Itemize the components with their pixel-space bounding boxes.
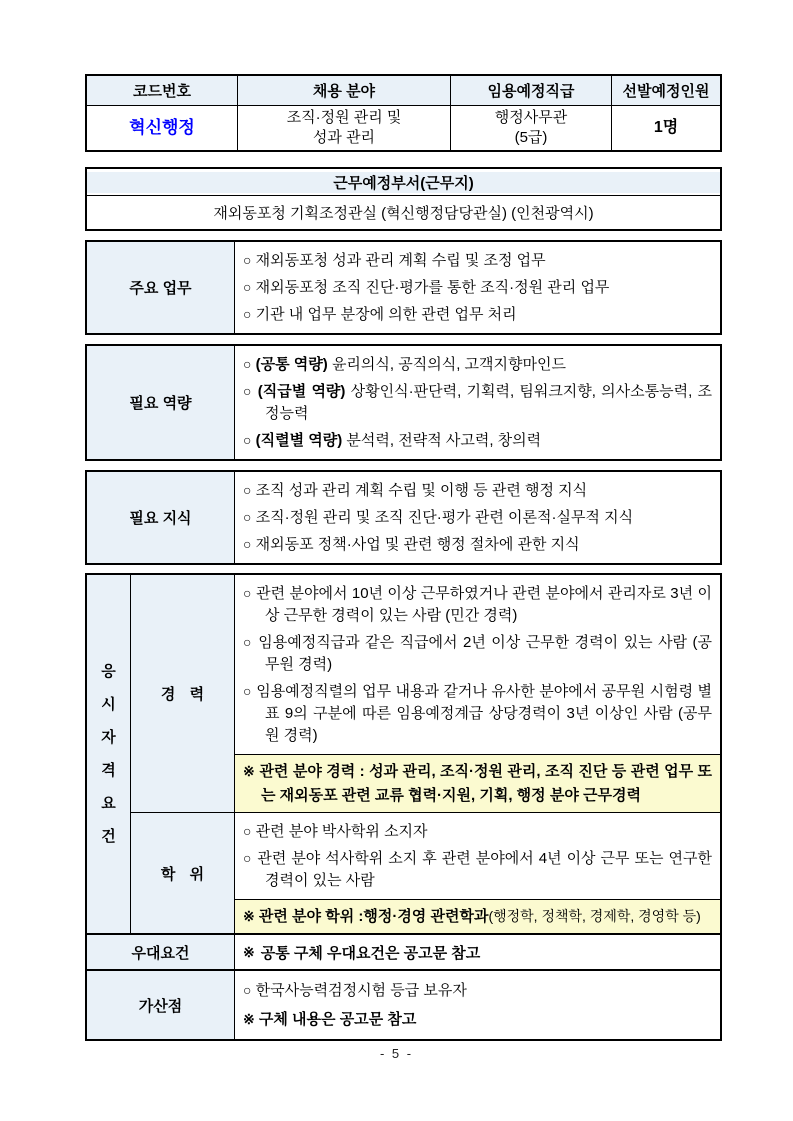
knowledge-item	[243, 477, 712, 504]
recruit-field-cell	[237, 106, 450, 150]
bullet-icon: ○	[243, 536, 252, 552]
eligibility-vertical-label	[87, 575, 131, 933]
code-number-cell	[87, 106, 237, 150]
bullet-icon: ○	[243, 585, 252, 601]
header-code-number: 코드번호	[87, 76, 237, 105]
duty-item-text: 기관 내 업무 분장에 의한 관련 업무 처리	[255, 306, 517, 323]
career-item	[243, 580, 712, 629]
competency-item	[243, 378, 712, 427]
career-item	[243, 678, 712, 749]
bonus-label: 가산점	[87, 971, 235, 1039]
recruit-field-line1: 조직·정원 관리 및	[286, 109, 402, 126]
bullet-icon: ○	[243, 252, 252, 268]
header-planned-count: 선발예정인원	[611, 76, 720, 105]
competency-item	[243, 351, 712, 378]
degree-item	[243, 845, 712, 894]
competency-category: (공통 역량)	[255, 356, 328, 373]
vertical-label-char: 요	[101, 795, 116, 812]
vertical-label-char: 자	[101, 729, 116, 746]
career-content	[235, 575, 720, 812]
preference-note-text: 공통 구체 우대요건은 공고문 참고	[260, 944, 481, 962]
degree-note-bold: 관련 분야 학위 :행정·경영 관련학과	[258, 908, 489, 925]
preference-row	[87, 933, 720, 969]
knowledge-item-text: 조직·정원 관리 및 조직 진단·평가 관련 이론적·실무적 지식	[255, 509, 634, 526]
header-recruit-field: 채용 분야	[237, 76, 450, 105]
required-knowledge-content	[235, 472, 720, 563]
required-knowledge-label: 필요 지식	[87, 472, 235, 563]
header-expected-grade: 임용예정직급	[450, 76, 611, 105]
department-header-row	[87, 169, 720, 195]
knowledge-item-text: 조직 성과 관리 계획 수립 및 이행 등 관련 행정 지식	[255, 482, 588, 499]
vertical-label-char: 건	[101, 828, 116, 845]
knowledge-item	[243, 531, 712, 558]
eligibility-main-section	[87, 575, 720, 933]
degree-item	[243, 818, 712, 845]
department-table	[85, 167, 722, 231]
duty-item	[243, 274, 712, 301]
bonus-row	[87, 969, 720, 1039]
bullet-icon: ○	[243, 982, 252, 998]
career-row	[131, 575, 720, 812]
required-competencies-label: 필요 역량	[87, 346, 235, 459]
reference-mark-icon: ※	[243, 943, 255, 960]
code-number-value: 혁신행정	[129, 118, 195, 137]
main-duties-table	[85, 240, 722, 335]
degree-content	[235, 813, 720, 933]
duty-item-text: 재외동포청 성과 관리 계획 수립 및 조정 업무	[255, 252, 546, 269]
competency-text: 상황인식·판단력, 기획력, 팀워크지향, 의사소통능력, 조정능력	[265, 383, 712, 422]
reference-mark-icon: ※	[243, 763, 255, 779]
vertical-label-char: 응	[101, 663, 116, 680]
document-content	[85, 74, 722, 1041]
reference-mark-icon: ※	[243, 908, 255, 924]
bonus-note-text: 구체 내용은 공고문 참고	[258, 1011, 417, 1028]
department-value-row	[87, 195, 720, 229]
career-label: 경 력	[131, 575, 235, 812]
bonus-content	[235, 971, 720, 1039]
bullet-icon: ○	[243, 279, 252, 295]
required-knowledge-table	[85, 470, 722, 565]
bullet-icon: ○	[243, 823, 252, 839]
bullet-icon: ○	[243, 383, 253, 399]
bullet-icon: ○	[243, 850, 253, 866]
degree-label: 학 위	[131, 813, 235, 933]
page-number: - 5 -	[379, 1046, 414, 1061]
reference-mark-icon: ※	[243, 1011, 255, 1027]
degree-item-text: 관련 분야 석사학위 소지 후 관련 분야에서 4년 이상 근무 또는 연구한 경력이 있는 사람	[257, 850, 713, 889]
bullet-icon: ○	[243, 509, 252, 525]
career-related-field-note	[235, 754, 720, 812]
main-duties-label: 주요 업무	[87, 242, 235, 333]
duty-item	[243, 301, 712, 328]
bonus-note	[243, 1005, 712, 1034]
bullet-icon: ○	[243, 634, 253, 650]
bonus-item-text: 한국사능력검정시험 등급 보유자	[255, 982, 467, 999]
career-item-text: 관련 분야에서 10년 이상 근무하였거나 관련 분야에서 관리자로 3년 이상 근무한 경력이 있는 사람 (민간 경력)	[256, 585, 712, 624]
bullet-icon: ○	[243, 306, 252, 322]
bullet-icon: ○	[243, 432, 252, 448]
competency-category: (직급별 역량)	[257, 383, 346, 400]
preference-content	[235, 935, 720, 969]
required-competencies-content	[235, 346, 720, 459]
degree-row	[131, 812, 720, 933]
competency-text: 윤리의식, 공직의식, 고객지향마인드	[331, 356, 566, 373]
degree-item-text: 관련 분야 박사학위 소지자	[255, 823, 428, 840]
main-duties-content	[235, 242, 720, 333]
competency-text: 분석력, 전략적 사고력, 창의력	[346, 432, 542, 449]
vertical-label-char: 시	[101, 696, 116, 713]
career-note-text: 관련 분야 경력 : 성과 관리, 조직·정원 관리, 조직 진단 등 관련 업무 또는 재외동포 관련 교류 협력·지원, 기획, 행정 분야 근무경력	[259, 763, 713, 804]
planned-count-cell	[611, 106, 720, 150]
duty-item	[243, 247, 712, 274]
vertical-label-char: 격	[101, 762, 116, 779]
department-title: 근무예정부서(근무지)	[87, 172, 720, 193]
bullet-icon: ○	[243, 683, 252, 699]
degree-note-detail: (행정학, 정책학, 경제학, 경영학 등)	[488, 908, 701, 924]
competency-category: (직렬별 역량)	[255, 432, 343, 449]
expected-grade-cell	[450, 106, 611, 150]
knowledge-item	[243, 504, 712, 531]
expected-grade-line2: (5급)	[514, 129, 548, 146]
recruit-summary-data-row	[87, 105, 720, 150]
career-item-text: 임용예정직급과 같은 직급에서 2년 이상 근무한 경력이 있는 사람 (공무원 경력)	[258, 634, 712, 673]
required-competencies-table	[85, 344, 722, 461]
bullet-icon: ○	[243, 356, 252, 372]
eligibility-table	[85, 573, 722, 1041]
bonus-item	[243, 976, 712, 1005]
career-item	[243, 629, 712, 678]
career-item-text: 임용예정직렬의 업무 내용과 같거나 유사한 분야에서 공무원 시험령 별표 9의 구분에 따른 임용예정계급 상당경력이 3년 이상인 사람 (공무원 경력)	[256, 683, 712, 744]
expected-grade-line1: 행정사무관	[494, 109, 568, 126]
recruit-summary-table	[85, 74, 722, 152]
recruit-field-line2: 성과 관리	[312, 129, 376, 146]
recruit-summary-header-row	[87, 76, 720, 105]
planned-count-value: 1명	[653, 119, 679, 136]
duty-item-text: 재외동포청 조직 진단·평가를 통한 조직·정원 관리 업무	[255, 279, 610, 296]
department-value: 재외동포청 기획조정관실 (혁신행정담당관실) (인천광역시)	[213, 205, 594, 222]
degree-related-field-note	[235, 899, 720, 933]
preference-label: 우대요건	[87, 935, 235, 969]
bullet-icon: ○	[243, 482, 252, 498]
competency-item	[243, 427, 712, 454]
knowledge-item-text: 재외동포 정책·사업 및 관련 행정 절차에 관한 지식	[255, 536, 580, 553]
